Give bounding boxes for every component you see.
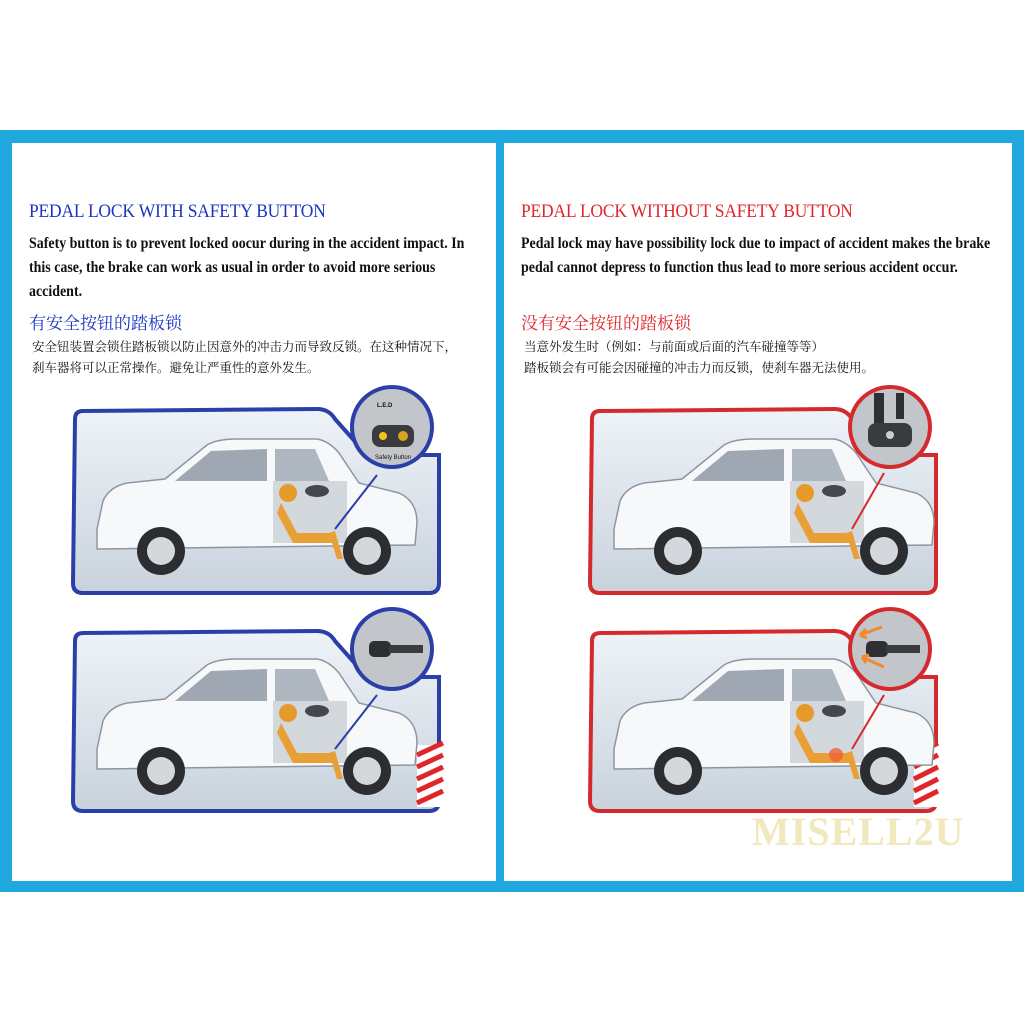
watermark: MISELL2U [752, 809, 965, 854]
car-illustration-no-safety-button-impact [584, 605, 964, 820]
car-illustration-safety-button [67, 383, 447, 603]
left-description-zh-line1: 安全钮装置会锁住踏板锁以防止因意外的冲击力而导致反锁。在这种情况下， [32, 339, 458, 354]
right-description-zh-line1: 当意外发生时（例如：与前面或后面的汽车碰撞等等） [524, 339, 825, 354]
right-description-zh-line2: 踏板锁会有可能会因碰撞的冲击力而反锁，使刹车器无法使用。 [524, 360, 875, 375]
car-illustration-safety-button-impact [67, 605, 447, 820]
inset-safety-button-label: Safety Button [375, 455, 412, 461]
left-title-zh: 有安全按钮的踏板锁 [29, 314, 182, 334]
left-panel [12, 143, 496, 881]
left-title: PEDAL LOCK WITH SAFETY BUTTON [29, 201, 326, 222]
right-description-en: Pedal lock may have possibility lock due to impact of accident makes the brake pedal cannot depress to function thus lead to more serious accident occur. [521, 235, 991, 276]
inset-led-label: L.E.D [377, 403, 393, 409]
right-title: PEDAL LOCK WITHOUT SAFETY BUTTON [521, 201, 853, 222]
left-description-zh-line2: 刹车器将可以正常操作。避免让严重性的意外发生。 [32, 360, 320, 375]
car-illustration-no-safety-button [584, 383, 964, 603]
right-panel [504, 143, 1012, 881]
left-description-en: Safety button is to prevent locked oocur during in the accident impact. In this case, the brake can work as usual in order to avoid more serious accident. [29, 235, 465, 300]
right-title-zh: 没有安全按钮的踏板锁 [521, 314, 691, 334]
impact-barrier [417, 743, 443, 807]
